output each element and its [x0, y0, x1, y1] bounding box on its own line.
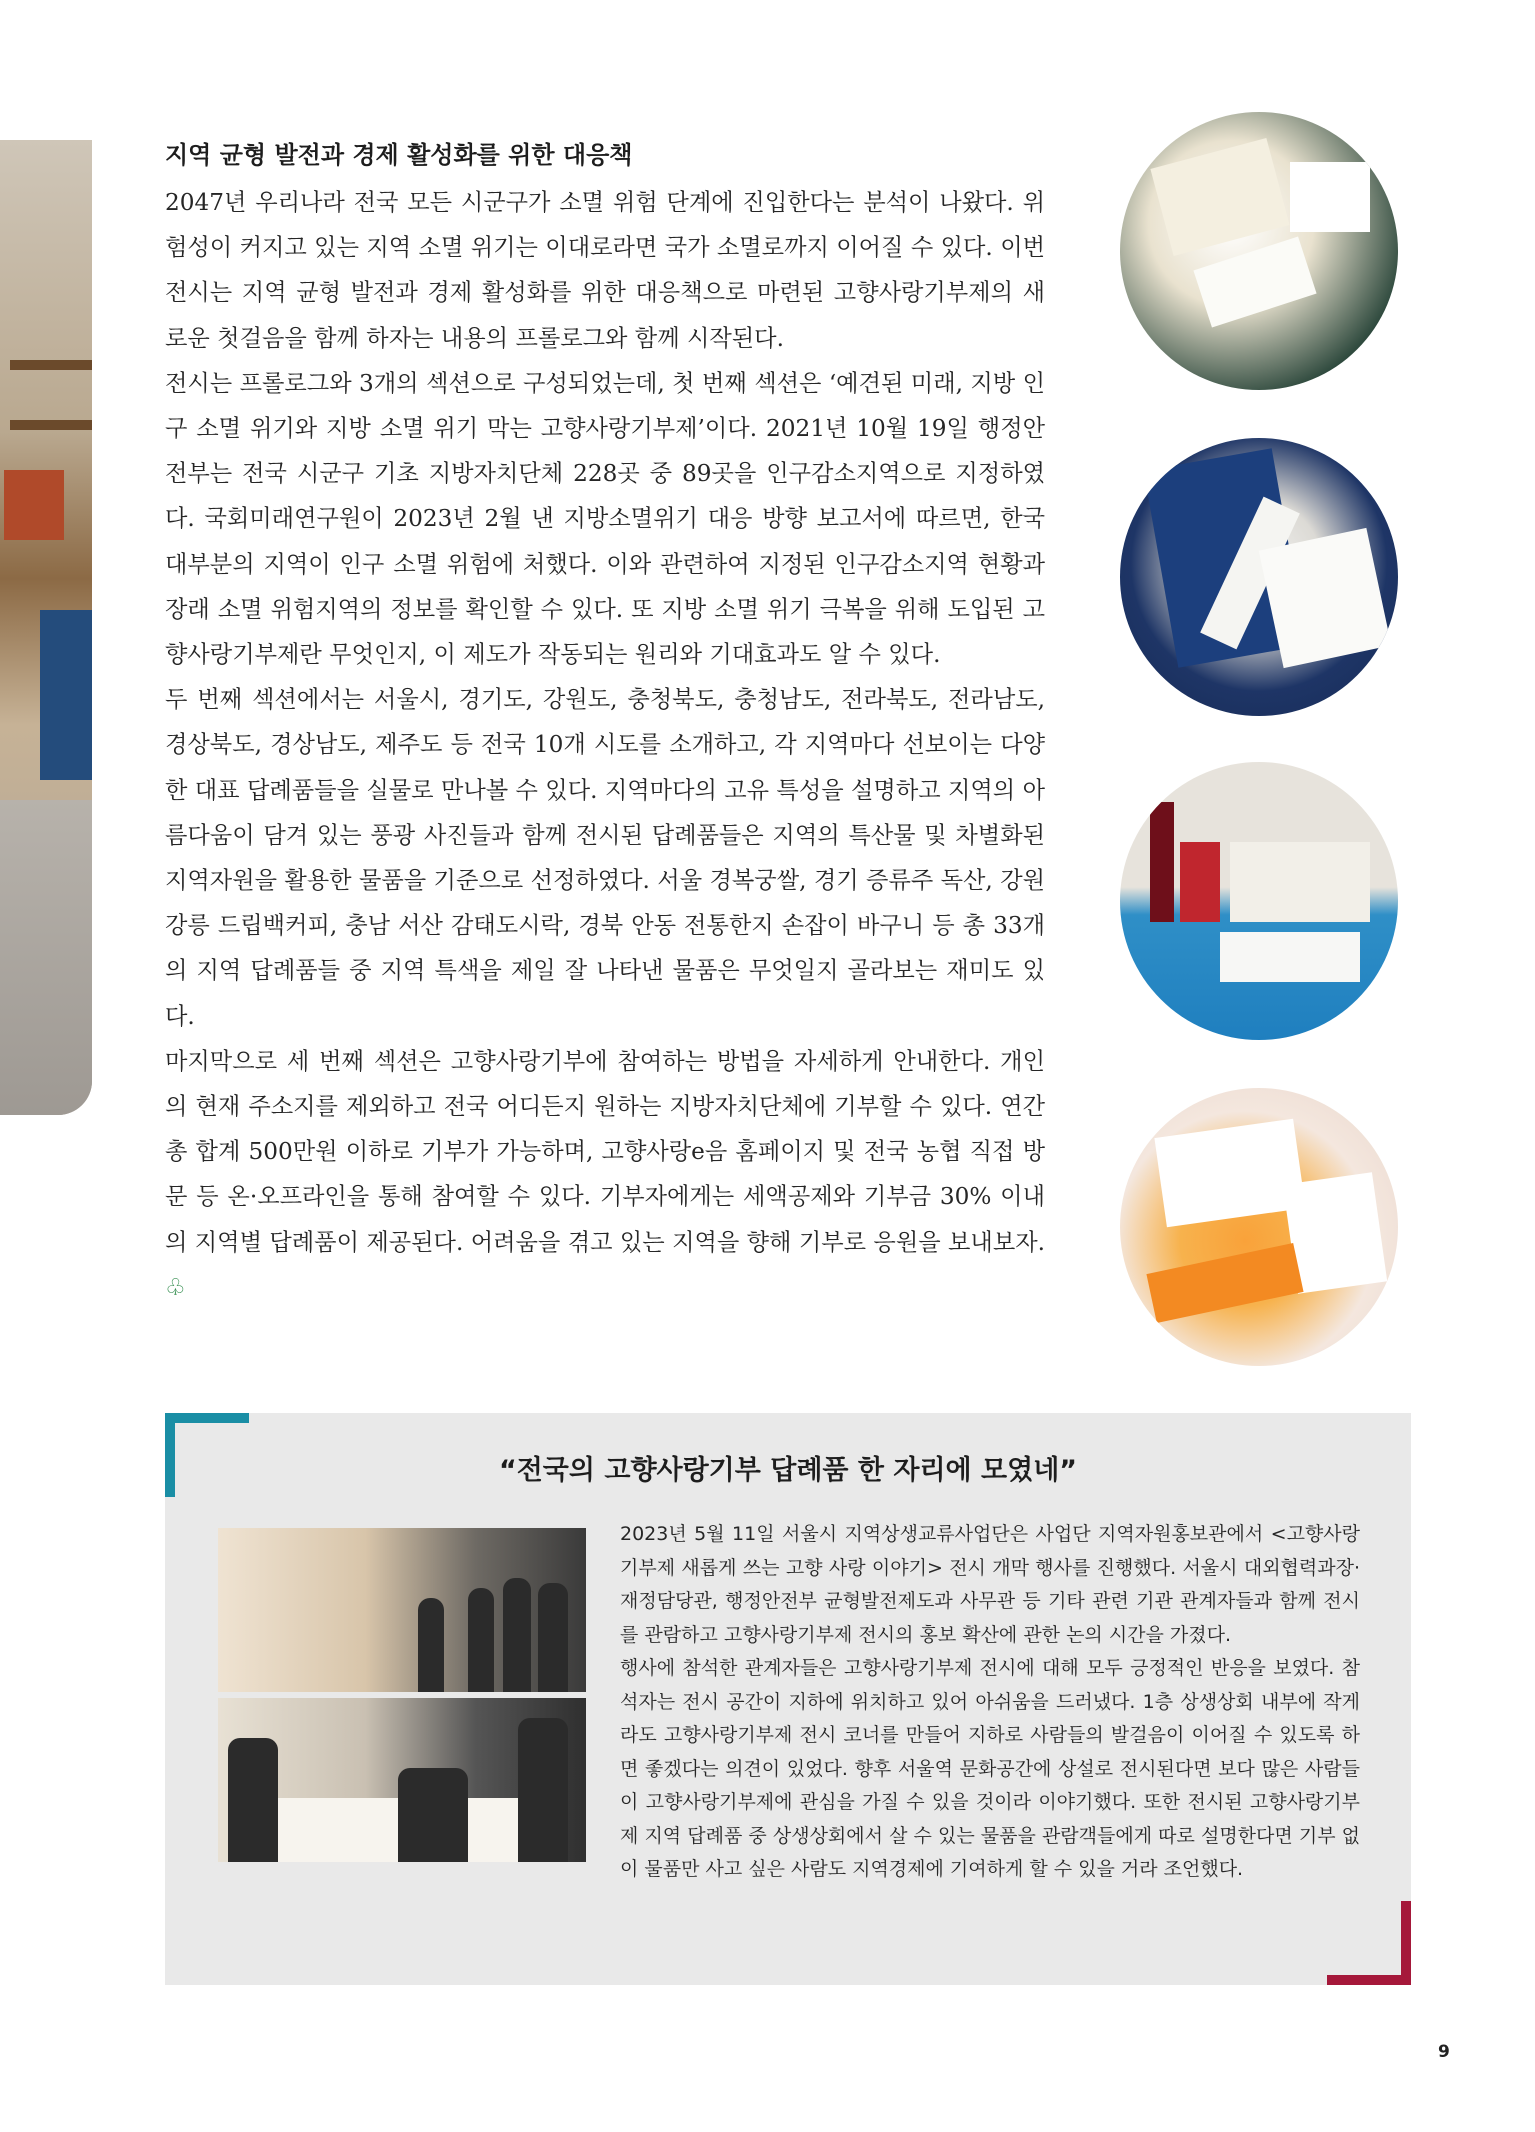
- exhibition-hall-photo: [0, 140, 92, 1115]
- article-paragraph: [165, 1039, 1045, 1310]
- rice-product-photo: [1120, 112, 1398, 390]
- article-paragraph: 전시는 프롤로그와 3개의 섹션으로 구성되었는데, 첫 번째 섹션은 ‘예견된 미래, 지방 인구 소멸 위기와 지방 소멸 위기 막는 고향사랑기부제’이다. 2021년 10월 19일 행정안전부는 전국 시군구 기초 지방자치단체 228곳 중 89곳을 인구감소지역으로 지정하였다. 국회미래연구원이 2023년 2월 낸 지방소멸위기 대응 방향 보고서에 따르면, 한국 대부분의 지역이 인구 소멸 위험에 처했다. 이와 관련하여 지정된 인구감소지역 현황과 장래 소멸 위험지역의 정보를 확인할 수 있다. 또 지방 소멸 위기 극복을 위해 도입된 고향사랑기부제란 무엇인지, 이 제도가 작동되는 원리와 기대효과도 알 수 있다.: [165, 369, 1045, 669]
- feature-box-paragraph: 2023년 5월 11일 서울시 지역상생교류사업단은 사업단 지역자원홍보관에서 <고향사랑기부제 새롭게 쓰는 고향 사랑 이야기> 전시 개막 행사를 진행했다. 서울시 대외협력과장·재정담당관, 행정안전부 균형발전제도과 사무관 등 기타 관련 기관 관계자들과 함께 전시를 관람하고 고향사랑기부제 전시의 홍보 확산에 관한 논의 시간을 가졌다.: [620, 1523, 1360, 1646]
- article-body: [165, 138, 1045, 1310]
- probiotics-product-photo: [1120, 1088, 1398, 1366]
- page-number: 9: [1438, 2042, 1450, 2062]
- article-heading: 지역 균형 발전과 경제 활성화를 위한 대응책: [165, 141, 633, 169]
- exhibition-opening-photo: [218, 1528, 586, 1692]
- article-paragraph: 두 번째 섹션에서는 서울시, 경기도, 강원도, 충청북도, 충청남도, 전라북도, 전라남도, 경상북도, 경상남도, 제주도 등 전국 10개 시도를 소개하고, 각 지역마다 선보이는 다양한 대표 답례품들을 실물로 만나볼 수 있다. 지역마다의 고유 특성을 설명하고 지역의 아름다움이 담겨 있는 풍광 사진들과 함께 전시된 답례품들은 지역의 특산물 및 차별화된 지역자원을 활용한 물품을 기준으로 선정하였다. 서울 경복궁쌀, 경기 증류주 독산, 강원 강릉 드립백커피, 충남 서산 감태도시락, 경북 안동 전통한지 손잡이 바구니 등 총 33개의 지역 답례품들 중 지역 특색을 제일 잘 나타낸 물품은 무엇일지 골라보는 재미도 있다.: [165, 686, 1045, 1030]
- corner-accent-top-left: [165, 1413, 249, 1423]
- article-paragraph: 2047년 우리나라 전국 모든 시군구가 소멸 위험 단계에 진입한다는 분석이 나왔다. 위험성이 커지고 있는 지역 소멸 위기는 이대로라면 국가 소멸로까지 이어질 수 있다. 이번 전시는 지역 균형 발전과 경제 활성화를 위한 대응책으로 마련된 고향사랑기부제의 새로운 첫걸음을 함께 하자는 내용의 프롤로그와 함께 시작된다.: [165, 189, 1045, 352]
- feature-box-paragraph: 행사에 참석한 관계자들은 고향사랑기부제 전시에 대해 모두 긍정적인 반응을 보였다. 참석자는 전시 공간이 지하에 위치하고 있어 아쉬움을 드러냈다. 1층 상생상회 내부에 작게라도 고향사랑기부제 전시 코너를 만들어 지하로 사람들의 발걸음이 이어질 수 있도록 하면 좋겠다는 의견이 있었다. 향후 서울역 문화공간에 상설로 전시된다면 보다 많은 사람들이 고향사랑기부제에 관심을 가질 수 있을 것이라 이야기했다. 또한 전시된 고향사랑기부제 지역 답례품 중 상생상회에서 살 수 있는 물품을 관람객들에게 따로 설명한다면 기부 없이 물품만 사고 싶은 사람도 지역경제에 기여하게 할 수 있을 거라 조언했다.: [620, 1657, 1360, 1880]
- meeting-photo: [218, 1698, 586, 1862]
- liquor-and-tableware-photo: [1120, 762, 1398, 1040]
- end-mark-icon: ♧: [165, 1273, 186, 1301]
- corner-accent-bottom-right: [1401, 1901, 1411, 1985]
- corner-accent-bottom-right: [1327, 1975, 1411, 1985]
- article-paragraph-text: 마지막으로 세 번째 섹션은 고향사랑기부에 참여하는 방법을 자세하게 안내한다. 개인의 현재 주소지를 제외하고 전국 어디든지 원하는 지방자치단체에 기부할 수 있다. 연간 총 합계 500만원 이하로 기부가 가능하며, 고향사랑e음 홈페이지 및 전국 농협 직접 방문 등 온·오프라인을 통해 참여할 수 있다. 기부자에게는 세액공제와 기부금 30% 이내의 지역별 답례품이 제공된다. 어려움을 겪고 있는 지역을 향해 기부로 응원을 보내보자.: [165, 1047, 1045, 1256]
- feature-box-text: [620, 1518, 1360, 1887]
- noodle-gift-set-photo: [1120, 438, 1398, 716]
- feature-box-title: “전국의 고향사랑기부 답례품 한 자리에 모였네”: [498, 1455, 1078, 1486]
